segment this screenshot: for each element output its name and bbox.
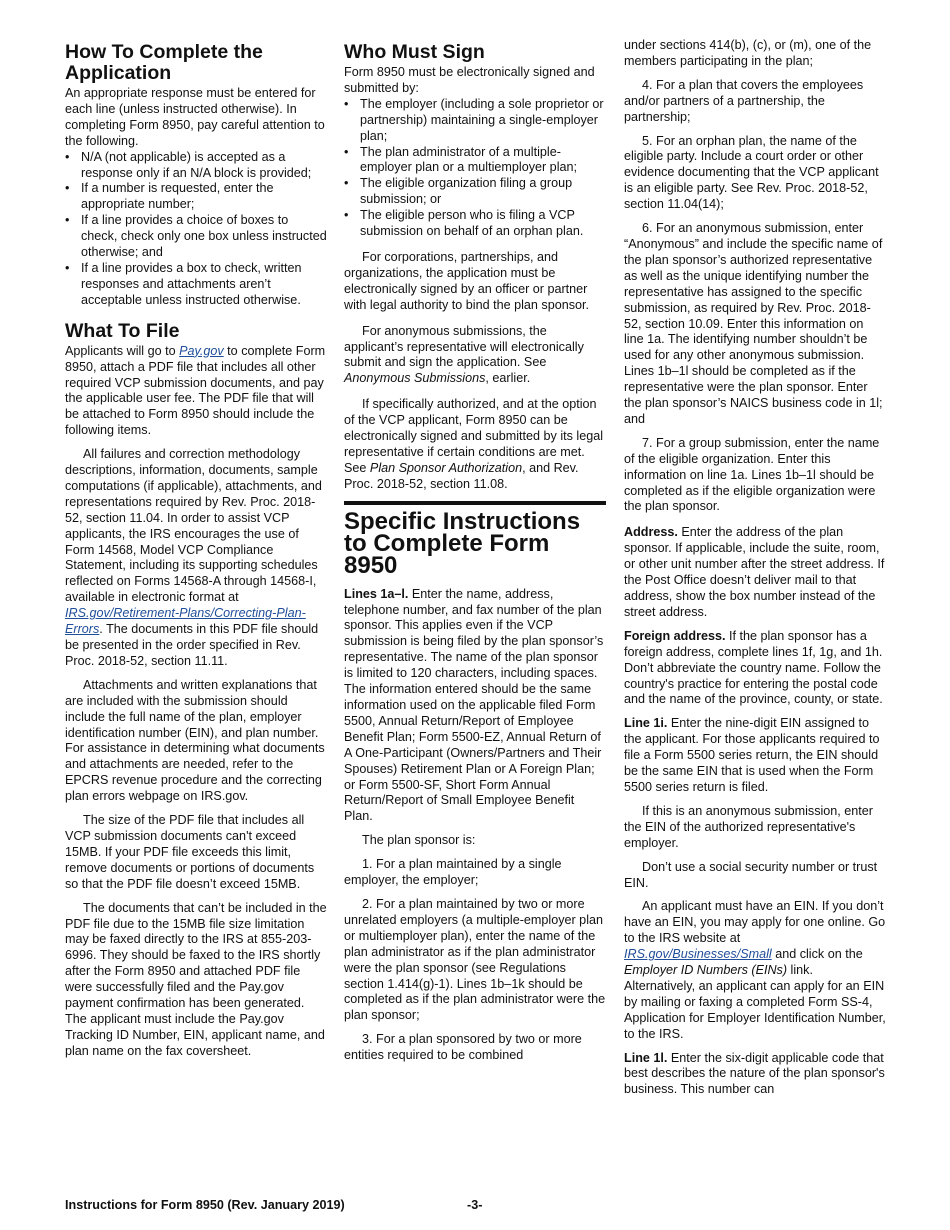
line-1l-paragraph: Line 1l. Enter the six-digit applicable code that best describes the nature of the plan sponsor's business. This number can bbox=[624, 1050, 885, 1097]
column-middle bbox=[344, 38, 606, 1072]
ein-paragraph: An applicant must have an EIN. If you don’t have an EIN, you may apply for one online. Go to the IRS website at IRS.gov/Businesses/Small and click on the Employer ID Numbers (EINs) link. Alternatively, an applicant can apply for an EIN by mailing or faxing a completed Form SS-4, Application for Employer Identification Number, to the IRS. bbox=[624, 899, 886, 1041]
bullet-item: • If a number is requested, enter the appropriate number; bbox=[65, 181, 327, 213]
anonymous-ein-paragraph: If this is an anonymous submission, enter the EIN of the authorized representative's employer. bbox=[624, 803, 873, 850]
file-paragraph-5: The documents that can’t be included in the PDF file due to the 15MB file size limitation may be faxed directly to the IRS at 855-203-6996. They should be faxed to the IRS shortly after the Form 8950 and attached PDF file were successfully filed and the Pay.gov payment confirmation has been generated. The applicant must include the Pay.gov Tracking ID Number, EIN, applicant name, and plan name on the fax coversheet. bbox=[65, 900, 327, 1058]
bullet-item: • The plan administrator of a multiple-employer plan or a multiemployer plan; bbox=[344, 145, 606, 177]
page-footer bbox=[65, 1198, 885, 1212]
footer-title: Instructions for Form 8950 (Rev. January 2019) bbox=[65, 1198, 345, 1212]
irs-small-business-link[interactable]: IRS.gov/Businesses/Small bbox=[624, 947, 772, 962]
sponsor-item-2: 2. For a plan maintained by two or more unrelated employers (a multiple-employer plan or multiemployer plan), enter the name of the plan administrator as if the plan administrator were the plan sponsor (see Regulations section 1.414(g)-1). Lines 1b–1k should be completed as if the plan administrator were the plan sponsor; bbox=[344, 896, 606, 1023]
foreign-address-paragraph: Foreign address. If the plan sponsor has a foreign address, complete lines 1f, 1g, and 1h. Don’t abbreviate the country name. Follow the country's practice for entering the postal code and the name of the province, county, or state. bbox=[624, 628, 883, 707]
bullet-item: • N/A (not applicable) is accepted as a response only if an N/A block is provided; bbox=[65, 150, 327, 182]
heading-specific-instructions: Specific Instructions to Complete Form 8950 bbox=[344, 501, 606, 577]
sign-paragraph-2: For anonymous submissions, the applicant’s representative will electronically submit and sign the application. See Anonymous Submissions, earlier. bbox=[344, 323, 584, 386]
complete-intro: An appropriate response must be entered for each line (unless instructed otherwise). In completing Form 8950, pay careful attention to the following. bbox=[65, 86, 325, 148]
heading-how-to-complete: How To Complete the Application bbox=[65, 41, 263, 84]
bullet-item: • The employer (including a sole proprietor or partnership) maintaining a single-employer plan; bbox=[344, 97, 606, 145]
sponsor-is: The plan sponsor is: bbox=[362, 833, 476, 848]
sign-paragraph-3: If specifically authorized, and at the option of the VCP applicant, Form 8950 can be electronically signed and submitted by its legal representative if certain conditions are met. See Plan Sponsor Authorization, and Rev. Proc. 2018-52, section 11.08. bbox=[344, 397, 604, 491]
paygov-link[interactable]: Pay.gov bbox=[179, 343, 224, 358]
sign-bullet-list bbox=[344, 97, 606, 240]
no-ssn-paragraph: Don’t use a social security number or trust EIN. bbox=[624, 859, 878, 890]
column-right bbox=[624, 38, 886, 1106]
sponsor-item-1: 1. For a plan maintained by a single employer, the employer; bbox=[344, 857, 562, 888]
address-paragraph: Address. Enter the address of the plan sponsor. If applicable, include the suite, room, or other unit number after the street address. If the Post Office doesn’t deliver mail to that address, show the box number instead of the street address. bbox=[624, 525, 885, 619]
heading-what-to-file: What To File bbox=[65, 319, 180, 342]
line-1i-paragraph: Line 1i. Enter the nine-digit EIN assigned to the applicant. For those applicants required to file a Form 5500 series return, the EIN should be the same EIN that is used when the Form 5500 series return is filed. bbox=[624, 716, 880, 794]
file-paragraph-3: Attachments and written explanations that are included with the submission should include the full name of the plan, employer identification number (EIN), and plan number. For assistance in determining what documents and attachments are needed, refer to the EPCRS revenue procedure and the correcting plan errors webpage on IRS.gov. bbox=[65, 677, 325, 804]
complete-bullet-list bbox=[65, 150, 327, 309]
sponsor-item-4: 4. For a plan that covers the employees and/or partners of a partnership, the partnership; bbox=[624, 77, 864, 124]
file-paragraph-2: All failures and correction methodology descriptions, information, documents, sample computations (if applicable), attachments, and representations required by Rev. Proc. 2018-52, section 11.04. In order to assist VCP applicants, the IRS encourages the use of Form 14568, Model VCP Compliance Statement, including its supporting schedules reflected on Forms 14568-A through 14568-I, available in electronic format at IRS.gov/Retirement-Plans/Correcting-Plan-Errors. The documents in this PDF file should be presented in the order specified in Rev. Proc. 2018-52, section 11.11. bbox=[65, 447, 322, 668]
heading-who-must-sign: Who Must Sign bbox=[344, 41, 485, 63]
page-number: -3- bbox=[467, 1198, 483, 1212]
file-paragraph-4: The size of the PDF file that includes all VCP submission documents can't exceed 15MB. If your PDF file exceeds this limit, remove documents or portions of documents so that the PDF file doesn’t exceed 15MB. bbox=[65, 813, 315, 891]
file-paragraph-1: Applicants will go to Pay.gov to complete Form 8950, attach a PDF file that includes all other required VCP submission documents, and pay the applicable user fee. The PDF file that will be attached to Form 8950 should include the following items. bbox=[65, 343, 326, 438]
lines-1a-1l-paragraph: Lines 1a–l. Enter the name, address, telephone number, and fax number of the plan sponsor. This applies even if the VCP submission is being filed by the plan sponsor’s representative. The name of the plan sponsor is limited to 120 characters, including spaces. The information entered should be the same information used on the applicable filed Form 5500, Annual Return/Report of Employee Benefit Plan; Form 5500-EZ, Annual Return of A One-Participant (Owners/Partners and Their Spouses) Retirement Plan or A Foreign Plan; or Form 5500-SF, Short Form Annual Return/Report of Small Employee Benefit Plan. bbox=[344, 586, 604, 824]
sponsor-item-7: 7. For a group submission, enter the name of the eligible organization. Enter this information on line 1a. Lines 1b–1l should be completed as if the eligible organization were the plan sponsor. bbox=[624, 435, 880, 514]
bullet-item: • The eligible person who is filing a VCP submission on behalf of an orphan plan. bbox=[344, 208, 606, 240]
sponsor-item-3: 3. For a plan sponsored by two or more entities required to be combined bbox=[344, 1032, 582, 1063]
bullet-item: • If a line provides a box to check, written responses and attachments aren’t acceptable unless instructed otherwise. bbox=[65, 261, 327, 309]
bullet-item: • If a line provides a choice of boxes to check, check only one box unless instructed otherwise; and bbox=[65, 213, 327, 261]
sponsor-item-3-continued: under sections 414(b), (c), or (m), one of the members participating in the plan; bbox=[624, 38, 872, 68]
sponsor-item-5: 5. For an orphan plan, the name of the eligible party. Include a court order or other evidence documenting that the VCP applicant is an eligible party. See Rev. Proc. 2018-52, section 11.04(14); bbox=[624, 133, 879, 212]
sponsor-item-6: 6. For an anonymous submission, enter “Anonymous” and include the specific name of the plan sponsor’s authorized representative as well as the unique identifying number the representative has assigned to the specific submission, as required by Rev. Proc. 2018-52, section 10.09. Enter this information on line 1a. The identifying number shouldn’t be used for any other anonymous submission. Lines 1b–1l should be completed as if the representative were the plan sponsor. Enter the plan sponsor’s NAICS business code in 1l; and bbox=[624, 221, 883, 426]
sign-intro: Form 8950 must be electronically signed and submitted by: bbox=[344, 65, 595, 95]
bullet-item: • The eligible organization filing a group submission; or bbox=[344, 176, 606, 208]
column-left bbox=[65, 38, 327, 1068]
correcting-plan-errors-link[interactable]: IRS.gov/Retirement-Plans/Correcting-Plan-Errors bbox=[65, 606, 306, 637]
sign-paragraph-1: For corporations, partnerships, and organizations, the application must be electronically signed by an officer or partner with legal authority to bind the plan sponsor. bbox=[344, 249, 590, 312]
